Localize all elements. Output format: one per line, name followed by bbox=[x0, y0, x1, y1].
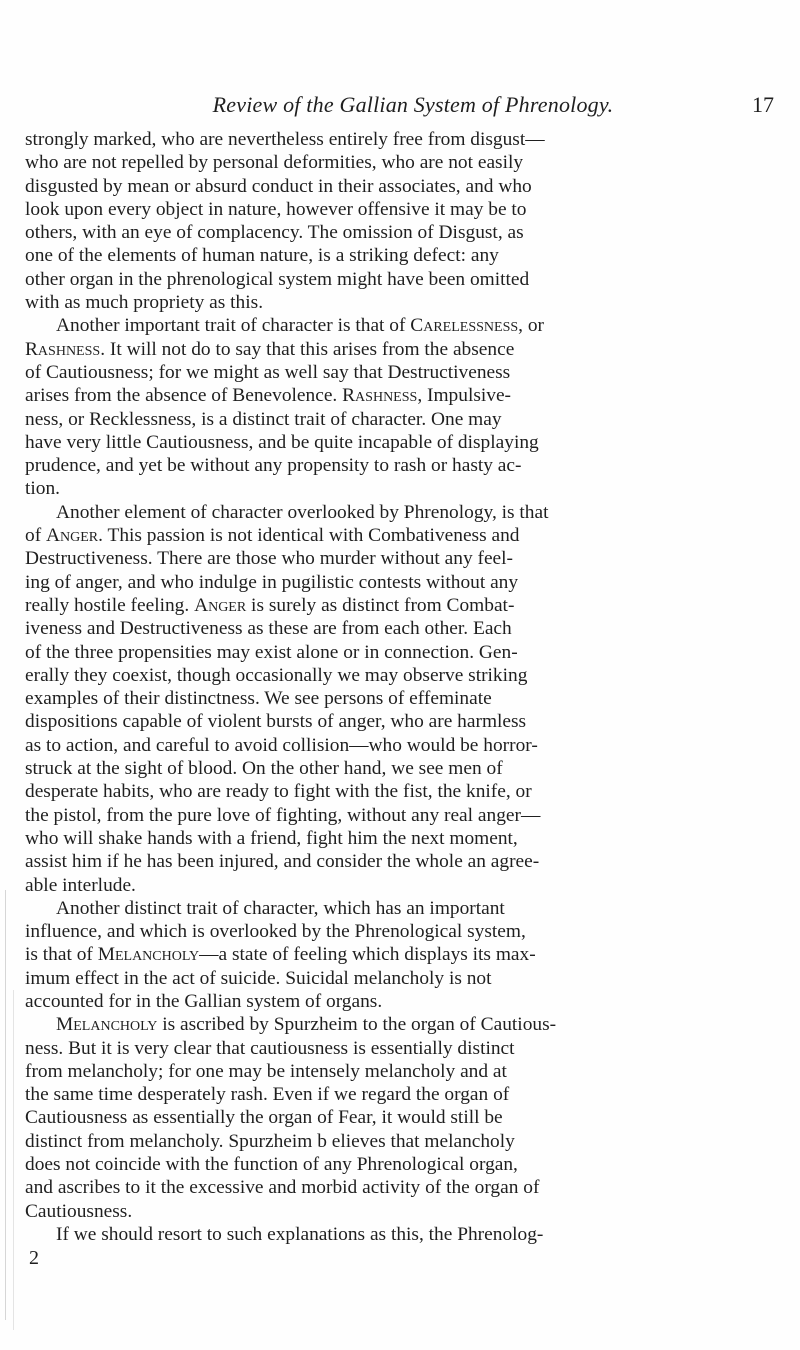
text-line bbox=[25, 198, 800, 221]
text-line bbox=[25, 175, 800, 198]
text-line bbox=[25, 291, 800, 314]
text-run: Cautiousness as essentially the organ of Fear, it would still be bbox=[25, 1107, 503, 1129]
text-line-content bbox=[25, 850, 539, 873]
text-run: examples of their distinctness. We see persons of effeminate bbox=[25, 688, 492, 710]
text-line bbox=[25, 1176, 800, 1199]
text-line-content bbox=[25, 1083, 509, 1106]
text-line bbox=[25, 1106, 800, 1129]
text-run: and ascribes to it the excessive and morbid activity of the organ of bbox=[25, 1177, 540, 1199]
running-title: Review of the Gallian System of Phrenology. bbox=[212, 92, 614, 117]
text-run: the pistol, from the pure love of fighting, without any real anger— bbox=[25, 804, 541, 826]
text-line bbox=[25, 1153, 800, 1176]
text-line-content bbox=[25, 1037, 515, 1060]
text-line bbox=[25, 850, 800, 873]
text-line-content bbox=[25, 547, 513, 570]
text-line bbox=[25, 594, 800, 617]
text-run: Another element of character overlooked by Phrenology, is that bbox=[56, 501, 549, 523]
text-run: . It will not do to say that this arises from the absence bbox=[100, 338, 515, 360]
text-run: is surely as distinct from Combat- bbox=[246, 594, 515, 616]
text-line bbox=[25, 338, 800, 361]
text-line-content bbox=[56, 1223, 543, 1246]
text-line-content bbox=[25, 664, 527, 687]
page-number: 17 bbox=[752, 92, 774, 117]
text-run: look upon every object in nature, however offensive it may be to bbox=[25, 198, 527, 220]
text-line-content bbox=[25, 920, 526, 943]
body-text bbox=[25, 128, 800, 1270]
small-caps-term: Rashness bbox=[342, 385, 418, 407]
text-line-content bbox=[25, 384, 511, 407]
text-line-content bbox=[25, 1176, 539, 1199]
small-caps-term: Rashness bbox=[25, 338, 101, 360]
text-line bbox=[25, 571, 800, 594]
text-run: If we should resort to such explanations as this, the Phrenolog- bbox=[56, 1223, 544, 1245]
text-line-content bbox=[25, 361, 510, 384]
small-caps-term: Melancholy bbox=[56, 1014, 158, 1036]
text-line-content bbox=[25, 431, 539, 454]
text-line bbox=[25, 454, 800, 477]
text-line-content bbox=[25, 827, 518, 850]
text-run: ness, or Recklessness, is a distinct trait of character. One may bbox=[25, 408, 502, 430]
text-line bbox=[25, 431, 800, 454]
text-line-content bbox=[25, 967, 492, 990]
small-caps-term: Anger bbox=[46, 525, 99, 547]
text-line-content bbox=[56, 1013, 556, 1036]
signature-mark: 2 bbox=[29, 1247, 39, 1270]
text-line bbox=[25, 687, 800, 710]
text-line bbox=[25, 943, 800, 966]
text-run: really hostile feeling. bbox=[25, 594, 195, 616]
small-caps-term: Carelessness bbox=[410, 315, 519, 337]
text-run: assist him if he has been injured, and consider the whole an agree- bbox=[25, 851, 540, 873]
text-run: of the three propensities may exist alone or in connection. Gen- bbox=[25, 641, 518, 663]
text-line bbox=[25, 408, 800, 431]
text-run: struck at the sight of blood. On the other hand, we see men of bbox=[25, 758, 503, 780]
text-line bbox=[25, 827, 800, 850]
text-run: dispositions capable of violent bursts of anger, who are harmless bbox=[25, 711, 527, 733]
text-line-content bbox=[25, 757, 503, 780]
running-header bbox=[118, 92, 798, 122]
text-run: iveness and Destructiveness as these are from each other. Each bbox=[25, 618, 512, 640]
text-line-content bbox=[56, 314, 544, 337]
text-run: is ascribed by Spurzheim to the organ of Cautious- bbox=[157, 1014, 557, 1036]
text-line-content bbox=[25, 710, 526, 733]
text-line-content bbox=[56, 897, 505, 920]
text-line-content bbox=[25, 1060, 507, 1083]
text-run: Another distinct trait of character, which has an important bbox=[56, 897, 505, 919]
text-run: desperate habits, who are ready to fight with the fist, the knife, or bbox=[25, 781, 532, 803]
text-line-content bbox=[25, 477, 60, 500]
text-line-content bbox=[25, 151, 523, 174]
text-line bbox=[25, 757, 800, 780]
text-line bbox=[25, 128, 800, 151]
text-run: prudence, and yet be without any propensity to rash or hasty ac- bbox=[25, 455, 522, 477]
text-line-content bbox=[25, 1153, 518, 1176]
text-run: influence, and which is overlooked by the Phrenological system, bbox=[25, 921, 526, 943]
text-line bbox=[25, 501, 800, 524]
text-line-content bbox=[25, 780, 532, 803]
text-line-content bbox=[25, 291, 263, 314]
text-run: , Impulsive- bbox=[417, 385, 512, 407]
text-run: imum effect in the act of suicide. Suicidal melancholy is not bbox=[25, 967, 492, 989]
text-line bbox=[25, 734, 800, 757]
text-run: of Cautiousness; for we might as well say that Destructiveness bbox=[25, 361, 511, 383]
text-run: accounted for in the Gallian system of organs. bbox=[25, 990, 383, 1012]
text-line-content bbox=[25, 641, 518, 664]
text-run: . This passion is not identical with Combativeness and bbox=[98, 525, 520, 547]
text-run: ness. But it is very clear that cautiousness is essentially distinct bbox=[25, 1037, 515, 1059]
text-line-content bbox=[25, 990, 382, 1013]
text-line bbox=[25, 151, 800, 174]
text-line bbox=[25, 314, 800, 337]
text-line bbox=[25, 897, 800, 920]
small-caps-term: Anger bbox=[194, 594, 247, 616]
text-line bbox=[25, 967, 800, 990]
text-line-content bbox=[25, 268, 529, 291]
text-line bbox=[25, 1130, 800, 1153]
text-line bbox=[25, 384, 800, 407]
text-run: one of the elements of human nature, is a striking defect: any bbox=[25, 245, 499, 267]
text-run: arises from the absence of Benevolence. bbox=[25, 385, 343, 407]
text-line-content bbox=[25, 454, 521, 477]
text-run: others, with an eye of complacency. The omission of Disgust, as bbox=[25, 222, 524, 244]
text-line bbox=[25, 780, 800, 803]
text-line-content bbox=[25, 221, 524, 244]
text-run: ing of anger, and who indulge in pugilistic contests without any bbox=[25, 571, 519, 593]
text-run: of bbox=[25, 525, 47, 547]
text-run: Cautiousness. bbox=[25, 1200, 133, 1222]
text-line-content bbox=[25, 1130, 515, 1153]
text-line bbox=[25, 244, 800, 267]
text-line bbox=[25, 221, 800, 244]
text-line-content bbox=[25, 175, 532, 198]
text-line-content bbox=[25, 874, 136, 897]
text-run: who are not repelled by personal deformities, who are not easily bbox=[25, 152, 524, 174]
text-line bbox=[25, 1200, 800, 1223]
text-line bbox=[25, 617, 800, 640]
text-line-content bbox=[25, 943, 536, 966]
text-run: able interlude. bbox=[25, 874, 136, 896]
text-run: disgusted by mean or absurd conduct in their associates, and who bbox=[25, 175, 532, 197]
binding-shadow bbox=[13, 990, 14, 1330]
text-run: other organ in the phrenological system might have been omitted bbox=[25, 268, 530, 290]
text-line bbox=[25, 524, 800, 547]
small-caps-term: Melancholy bbox=[97, 944, 200, 966]
text-run: Another important trait of character is that of bbox=[56, 315, 411, 337]
text-run: Destructiveness. There are those who murder without any feel- bbox=[25, 548, 514, 570]
text-run: strongly marked, who are nevertheless entirely free from disgust— bbox=[25, 129, 545, 150]
text-line-content bbox=[25, 617, 512, 640]
text-line bbox=[25, 710, 800, 733]
text-run: as to action, and careful to avoid collision—who would be horror- bbox=[25, 734, 538, 756]
binding-shadow bbox=[5, 890, 6, 1320]
text-line bbox=[25, 874, 800, 897]
text-line bbox=[25, 641, 800, 664]
text-line-content bbox=[25, 1106, 503, 1129]
text-run: , or bbox=[518, 315, 544, 337]
text-run: the same time desperately rash. Even if we regard the organ of bbox=[25, 1084, 510, 1106]
text-line-content bbox=[25, 594, 514, 617]
text-line bbox=[25, 268, 800, 291]
text-line-content bbox=[25, 804, 540, 827]
text-run: distinct from melancholy. Spurzheim b elieves that melancholy bbox=[25, 1130, 515, 1152]
text-run: is that of bbox=[25, 944, 98, 966]
text-line bbox=[25, 664, 800, 687]
text-line-content bbox=[25, 198, 527, 221]
text-line bbox=[25, 477, 800, 500]
text-line-content bbox=[56, 501, 549, 524]
text-line-content bbox=[25, 244, 499, 267]
text-run: who will shake hands with a friend, fight him the next moment, bbox=[25, 827, 518, 849]
text-run: with as much propriety as this. bbox=[25, 292, 264, 314]
text-line bbox=[25, 1083, 800, 1106]
text-run: tion. bbox=[25, 478, 61, 500]
text-line-content bbox=[25, 338, 514, 361]
text-line bbox=[25, 1223, 800, 1246]
text-line bbox=[25, 990, 800, 1013]
text-run: from melancholy; for one may be intensely melancholy and at bbox=[25, 1060, 507, 1082]
text-line bbox=[25, 804, 800, 827]
text-line-content bbox=[25, 408, 502, 431]
text-run: have very little Cautiousness, and be quite incapable of displaying bbox=[25, 431, 539, 453]
text-line bbox=[25, 1037, 800, 1060]
text-run: —a state of feeling which displays its max- bbox=[199, 944, 536, 966]
text-line-content bbox=[25, 687, 492, 710]
text-line bbox=[25, 920, 800, 943]
text-line-content bbox=[25, 524, 520, 547]
text-line-content bbox=[25, 734, 538, 757]
text-line bbox=[25, 547, 800, 570]
text-line-content bbox=[25, 128, 545, 151]
text-line bbox=[25, 361, 800, 384]
text-line bbox=[25, 1013, 800, 1036]
text-run: does not coincide with the function of any Phrenological organ, bbox=[25, 1154, 518, 1176]
text-run: erally they coexist, though occasionally we may observe striking bbox=[25, 664, 528, 686]
text-line bbox=[25, 1060, 800, 1083]
text-line-content bbox=[25, 571, 518, 594]
text-line-content bbox=[25, 1200, 132, 1223]
